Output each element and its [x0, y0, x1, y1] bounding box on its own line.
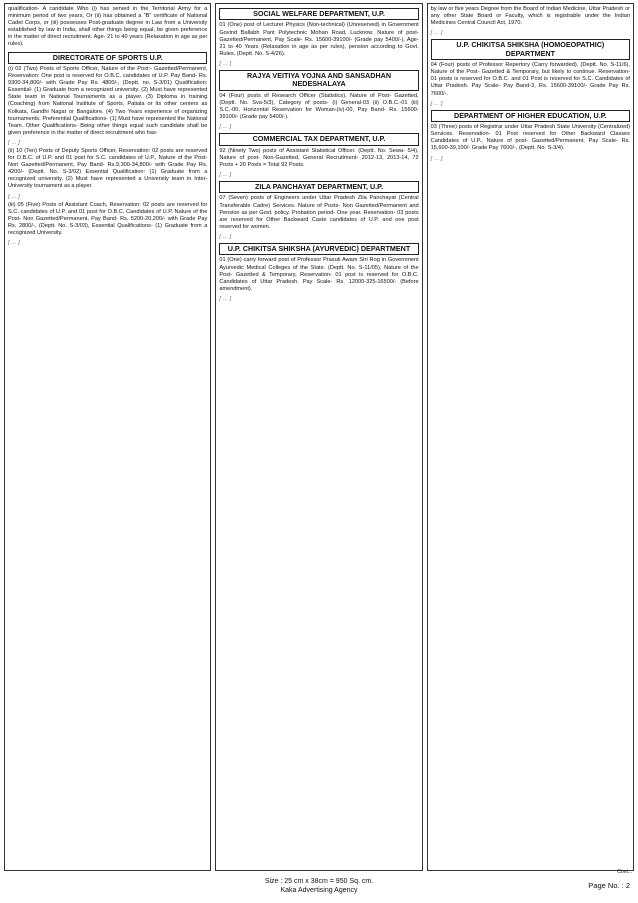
illegible-gap: [ … ] [430, 30, 443, 37]
continued-label: Cont... [617, 869, 632, 875]
column-middle [215, 3, 422, 871]
section-heading: SOCIAL WELFARE DEPARTMENT, U.P. [219, 8, 418, 20]
notice-block [431, 110, 630, 153]
columns-container [4, 3, 634, 871]
illegible-gap: [ … ] [430, 100, 443, 107]
section-heading: RAJYA VEITIYA YOJNA AND SANSADHAN NEDESHALAYA [219, 70, 418, 91]
illegible-gap: [ … ] [219, 233, 232, 240]
notice-block [431, 6, 630, 27]
illegible-gap: [ … ] [8, 139, 20, 146]
notice-block [8, 52, 207, 137]
notice-text: (i) 02 (Two) Posts of Sports Officer, Nature of the Post:- Gazetted/Permanent, Reservation: One post is reserved for O.B.C. candidates of U.P. Pay Band- Rs. 9300-34,800/- with Grade Pay Rs. 4800/-, (Deptt. no. S-3/01) Qualification: Essential- (1) Graduate from a recognized university. (2) Must have represented State team in National Tournaments as a player. (3) Diploma in training (Coaching) from National Institute of Sports, Patiala or its other centers as Kolkata, Gandhi Nagar or Bangalore. (4) Two Years experience of organizing tournaments. Preferential Qualifications- (1) Must have represented the National Team. Other Qualifications- Being other things equal such candidate shall be given preference in the matter of direct recruitment who has- [8, 65, 208, 136]
notice-text: (ii) 10 (Ten) Posts of Deputy Sports Officer, Reservation: 02 posts are reserved for O.B.C. of U.P. and 01 post for S.C. candidates of U.P., Nature of the Post- Non Gazetted/Permanent, Pay Band- Rs.9,300-34,800/- with Grade Pay Rs. 4200/- (Deptt. No. S-3/02) Essential Qualification: (1) Graduate from a recognized university. (2) Must have represented a University team in Inter-University tournament as a player. [8, 148, 208, 190]
page-number: Page No. : 2 [588, 881, 630, 890]
section-heading: COMMERCIAL TAX DEPARTMENT, U.P. [219, 133, 418, 145]
ad-size-text: Size : 25 cm x 38cm = 950 Sq. cm. [264, 878, 374, 885]
section-heading: U.P. CHIKITSA SHIKSHA (AYURVEDIC) DEPARTMENT [219, 243, 418, 255]
notice-text: 04 (Four) posts of Professor Repertory (Carry forwarded). (Deptt. No. S-11/6), Nature of the Post- Gazetted & Temporary, but likely to continue. Reservation- 01 posts is reserved for O.B.C. and 01 Post is reserved for S.C. Candidates of Uttar Pradesh. Pay Scale- Pay Band-3, Rs. 15600-39100/- Grade Pay Rs. 7600/-. [430, 62, 630, 97]
notice-text: 01 (One) carry forward post of Professor Prasuti Awam Stri Rog in Government Ayurvedic Medical Colleges of the State. (Deptt. No. S-11/05), Nature of the Post- Gazetted & Temporary, Reservation- 01 post is reserved for O.B.C. Candidates of Uttar Pradesh. Pay Scale- Rs. 12000-325-16500/- (Before amendment). [219, 257, 419, 292]
notice-block [8, 6, 207, 49]
notice-block [219, 243, 418, 293]
notice-block [8, 148, 207, 191]
notice-block [8, 202, 207, 237]
section-heading: DIRECTORATE OF SPORTS U.P. [8, 52, 207, 64]
illegible-gap: [ … ] [219, 124, 232, 131]
illegible-gap: [ … ] [8, 193, 20, 200]
illegible-gap: [ … ] [219, 171, 232, 178]
notice-text: 03 (Three) posts of Registrar under Uttar Pradesh State University (Centralized) Services. Reservation- 01 Post reserved for Other Backward Classes Candidates of U.P., Nature of post- Gazetted/Permanent, Pay Scale- Rs. 15,600-39,100/- Grade Pay 7600/-, (Deptt. No. S-3/4). [430, 124, 630, 152]
section-heading: U.P. CHIKITSA SHIKSHA (HOMOEOPATHIC) DEPARTMENT [431, 39, 630, 60]
illegible-gap: [ … ] [8, 240, 20, 247]
notice-block [219, 181, 418, 231]
illegible-gap: [ … ] [219, 295, 232, 302]
notice-text: 07 (Seven) posts of Engineers under Uttar Pradesh Zila Panchayat (Central Transferable Cadre) Services. Nature of Posts- Non Gazetted/Permanent and Pension as per Govt. policy. Probation period- One year. Reservation- 03 posts are reserved for Other Backward Caste candidates of U.P. and one post reserved for women. [219, 195, 419, 230]
notice-block [431, 39, 630, 97]
notice-block [219, 70, 418, 121]
notice-text: 92 (Ninety Two) posts of Assistant Statistical Officer. (Deptt. No. Sewa- 5/4), Nature of post- Non-Gazetted, General Recruitment- 2012-13, 2013-14, 72 Posts + 20 Posts = Total 92 Posts. [219, 147, 419, 168]
column-right [427, 3, 634, 871]
agency-name: Kaka Advertising Agency [280, 887, 358, 894]
section-heading: DEPARTMENT OF HIGHER EDUCATION, U.P. [431, 110, 630, 122]
notice-text: qualification- A candidate Who (i) has served in the Territorial Army for a minimum period of two years, Or (ii) has obtained a "B" certificate of National Cadet Corps, or (iii) possesses Post-graduate degree in Law from a University established by law in India, shall other things being equal, be given preference in the matter of direct recruitment. Age- 21 to 40 years (Relaxation in age as per rules). [8, 6, 208, 48]
illegible-gap: [ … ] [430, 155, 443, 162]
notice-text: 04 (Four) posts of Research Officer (Statistics), Nature of Post- Gazetted, (Deptt. No. Sva-5/3), Category of posts- (i) General-03 (ii) O.B.C.-01 (iii) S.C.-00, Horizontal Reservation for Woman-(iv)-00, Pay Band- Rs. 15600-39100/- (Grade pay 5400/-). [219, 92, 419, 121]
notice-text: 01 (One) post of Lecturer Physics (Non-technical) (Unreserved) in Government Govind Ballabh Pant Polytechnic Mohan Road, Lucknow. Nature of post- Gazetted/Permanent, Pay Scale- Rs. 15600-39100/- (Grade pay 5400/-), Age- 21 to 40 Years (Relaxation in age as per rules), pension according to Govt. Rules, (Deptt. No. S-4/26). [219, 22, 419, 57]
column-left [4, 3, 211, 871]
notice-block [219, 8, 418, 58]
section-heading: ZILA PANCHAYAT DEPARTMENT, U.P. [219, 181, 418, 193]
notice-text: by law or five years Degree from the Board of Indian Medicine, Uttar Pradesh or any other State Board or Faculty, which is registrable under the Indian Medicines Central Council Act, 1970. [430, 6, 630, 27]
illegible-gap: [ … ] [219, 60, 232, 67]
page-footer [0, 869, 638, 899]
notice-text: (iii) 05 (Five) Posts of Assistant Coach, Reservation: 02 posts are reserved for S.C. candidates of U.P. and 01 post for O.B.C. Candidates of U.P. Nature of the Post- Non Gazetted/Permanent, Pay Band- Rs. 5200-20,200/- with Grade Pay Rs. 2800/-, (Deptt. No. S-3/03), Essential Qualifications- (1) Graduate from a recognized University. [8, 201, 208, 237]
notice-block [219, 133, 418, 169]
